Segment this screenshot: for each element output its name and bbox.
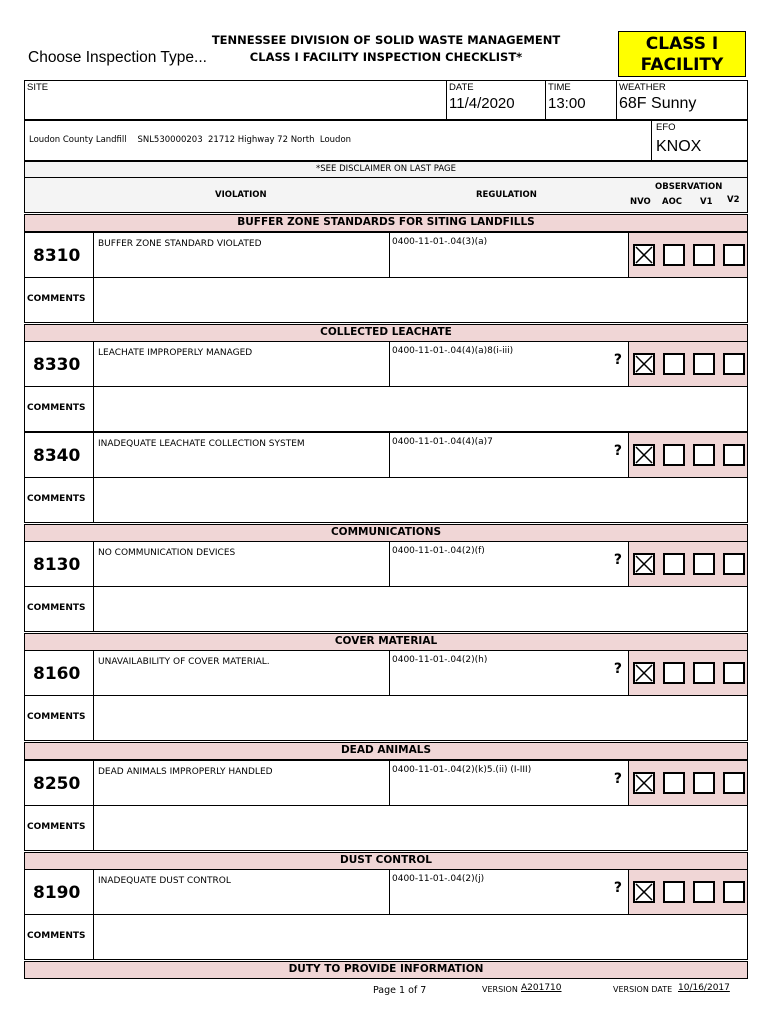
section-header <box>24 214 748 232</box>
check-x-icon <box>635 446 653 464</box>
observation-checkbox-nvo[interactable] <box>633 881 655 903</box>
regulation-text: 0400-11-01-.04(2)(h) <box>392 655 488 665</box>
weather-value: 68F Sunny <box>619 95 697 112</box>
violation-cell <box>93 432 390 478</box>
violation-text: UNAVAILABILITY OF COVER MATERIAL. <box>98 657 270 667</box>
version-date-label: VERSION DATE <box>613 985 673 994</box>
obs-v1: V1 <box>700 197 713 207</box>
regulation-cell <box>389 650 629 696</box>
comments-label: COMMENTS <box>27 294 86 304</box>
col-observation: OBSERVATION <box>655 182 723 192</box>
comments-field[interactable] <box>93 586 748 632</box>
violation-code-cell <box>24 869 94 915</box>
observation-checkbox-v2[interactable] <box>723 662 745 684</box>
class-badge <box>618 31 746 77</box>
observation-checkbox-v2[interactable] <box>723 444 745 466</box>
check-x-icon <box>635 246 653 264</box>
observation-checkbox-aoc[interactable] <box>663 553 685 575</box>
observation-checkbox-v1[interactable] <box>693 244 715 266</box>
check-x-icon <box>635 355 653 373</box>
check-x-icon <box>635 555 653 573</box>
observation-checkbox-aoc[interactable] <box>663 244 685 266</box>
help-question-icon[interactable]: ? <box>613 880 622 896</box>
comments-field[interactable] <box>93 277 748 323</box>
class-badge-line2: FACILITY <box>640 55 724 75</box>
violation-text: BUFFER ZONE STANDARD VIOLATED <box>98 239 262 249</box>
violation-code-cell <box>24 760 94 806</box>
violation-text: DEAD ANIMALS IMPROPERLY HANDLED <box>98 767 273 777</box>
violation-cell <box>93 869 390 915</box>
observation-checkbox-v1[interactable] <box>693 553 715 575</box>
date-field[interactable] <box>446 80 546 120</box>
violation-code-cell <box>24 232 94 278</box>
violation-code-cell <box>24 541 94 587</box>
version-value: A201710 <box>521 983 562 993</box>
observation-checkbox-v1[interactable] <box>693 662 715 684</box>
observation-checkbox-v2[interactable] <box>723 353 745 375</box>
regulation-cell <box>389 869 629 915</box>
observation-checkbox-aoc[interactable] <box>663 881 685 903</box>
regulation-text: 0400-11-01-.04(3)(a) <box>392 237 488 247</box>
form-title-line2: CLASS I FACILITY INSPECTION CHECKLIST* <box>249 50 523 64</box>
help-question-icon[interactable]: ? <box>613 661 622 677</box>
comments-field[interactable] <box>93 477 748 523</box>
observation-checkbox-nvo[interactable] <box>633 353 655 375</box>
violation-cell <box>93 650 390 696</box>
comments-label-cell <box>24 695 94 741</box>
regulation-cell <box>389 341 629 387</box>
violation-code-cell <box>24 341 94 387</box>
efo-value: KNOX <box>656 138 702 155</box>
observation-checkbox-v1[interactable] <box>693 881 715 903</box>
check-x-icon <box>635 883 653 901</box>
disclaimer-text: *SEE DISCLAIMER ON LAST PAGE <box>315 164 457 174</box>
section-title: DUTY TO PROVIDE INFORMATION <box>288 963 484 975</box>
violation-text: LEACHATE IMPROPERLY MANAGED <box>98 348 253 358</box>
inspection-type-select[interactable]: Choose Inspection Type... <box>28 49 207 66</box>
disclaimer-bar <box>24 161 748 178</box>
observation-checkbox-v2[interactable] <box>723 881 745 903</box>
comments-label: COMMENTS <box>27 712 86 722</box>
comments-field[interactable] <box>93 386 748 432</box>
observation-cell <box>628 341 748 387</box>
obs-aoc: AOC <box>662 197 683 207</box>
help-question-icon[interactable]: ? <box>613 771 622 787</box>
observation-checkbox-nvo[interactable] <box>633 553 655 575</box>
facility-info: Loudon County Landfill SNL530000203 21712 Highway 72 North Loudon <box>29 135 352 145</box>
comments-label: COMMENTS <box>27 603 86 613</box>
help-question-icon[interactable]: ? <box>613 352 622 368</box>
violation-code: 8190 <box>33 883 81 903</box>
observation-checkbox-v1[interactable] <box>693 444 715 466</box>
regulation-text: 0400-11-01-.04(4)(a)7 <box>392 437 493 447</box>
observation-checkbox-nvo[interactable] <box>633 772 655 794</box>
section-header <box>24 524 748 542</box>
help-question-icon[interactable]: ? <box>613 443 622 459</box>
time-value: 13:00 <box>548 95 586 112</box>
observation-cell <box>628 650 748 696</box>
comments-label-cell <box>24 477 94 523</box>
observation-checkbox-v2[interactable] <box>723 553 745 575</box>
comments-label-cell <box>24 386 94 432</box>
observation-cell <box>628 760 748 806</box>
observation-cell <box>628 541 748 587</box>
comments-label-cell <box>24 586 94 632</box>
section-header <box>24 742 748 760</box>
regulation-cell <box>389 432 629 478</box>
regulation-text: 0400-11-01-.04(2)(f) <box>392 546 485 556</box>
version-date-value: 10/16/2017 <box>678 983 730 993</box>
col-violation: VIOLATION <box>215 190 267 200</box>
observation-checkbox-nvo[interactable] <box>633 244 655 266</box>
regulation-cell <box>389 232 629 278</box>
table-header <box>24 177 748 213</box>
check-x-icon <box>635 774 653 792</box>
violation-text: NO COMMUNICATION DEVICES <box>98 548 236 558</box>
observation-cell <box>628 432 748 478</box>
form-title-line1: TENNESSEE DIVISION OF SOLID WASTE MANAGEMENT <box>211 33 561 47</box>
section-title: COLLECTED LEACHATE <box>320 326 452 338</box>
violation-cell <box>93 341 390 387</box>
section-title: DEAD ANIMALS <box>340 744 432 756</box>
observation-checkbox-aoc[interactable] <box>663 772 685 794</box>
col-regulation: REGULATION <box>476 190 537 200</box>
page-number: Page 1 of 7 <box>373 985 427 996</box>
version-label: VERSION <box>482 985 518 994</box>
comments-label: COMMENTS <box>27 494 86 504</box>
obs-v2: V2 <box>727 195 740 205</box>
observation-cell <box>628 869 748 915</box>
violation-cell <box>93 760 390 806</box>
observation-checkbox-aoc[interactable] <box>663 353 685 375</box>
weather-label: WEATHER <box>619 82 666 93</box>
help-question-icon[interactable]: ? <box>613 552 622 568</box>
facility-info-field[interactable] <box>24 120 652 161</box>
site-field[interactable] <box>24 80 447 120</box>
efo-field[interactable] <box>651 120 748 161</box>
form-title <box>200 32 572 66</box>
check-x-icon <box>635 664 653 682</box>
violation-code: 8310 <box>33 246 81 266</box>
violation-cell <box>93 541 390 587</box>
comments-field[interactable] <box>93 695 748 741</box>
violation-text: INADEQUATE LEACHATE COLLECTION SYSTEM <box>98 439 305 449</box>
class-badge-line1: CLASS I <box>645 34 719 54</box>
weather-field[interactable] <box>616 80 748 120</box>
section-header <box>24 324 748 342</box>
efo-label: EFO <box>656 122 676 133</box>
violation-code-cell <box>24 432 94 478</box>
observation-checkbox-aoc[interactable] <box>663 444 685 466</box>
section-title: COVER MATERIAL <box>334 635 438 647</box>
observation-checkbox-v2[interactable] <box>723 772 745 794</box>
observation-cell <box>628 232 748 278</box>
comments-label: COMMENTS <box>27 931 86 941</box>
section-title: COMMUNICATIONS <box>330 526 442 538</box>
date-value: 11/4/2020 <box>449 95 515 112</box>
violation-text: INADEQUATE DUST CONTROL <box>98 876 231 886</box>
comments-label-cell <box>24 277 94 323</box>
regulation-text: 0400-11-01-.04(4)(a)8(i-iii) <box>392 346 514 356</box>
violation-code: 8160 <box>33 664 81 684</box>
regulation-cell <box>389 541 629 587</box>
comments-label: COMMENTS <box>27 822 86 832</box>
comments-label-cell <box>24 805 94 851</box>
comments-field[interactable] <box>93 914 748 960</box>
section-title: DUST CONTROL <box>340 854 432 866</box>
obs-nvo: NVO <box>630 197 651 207</box>
observation-checkbox-nvo[interactable] <box>633 444 655 466</box>
observation-checkbox-nvo[interactable] <box>633 662 655 684</box>
observation-checkbox-v1[interactable] <box>693 772 715 794</box>
section-header <box>24 852 748 870</box>
observation-checkbox-v1[interactable] <box>693 353 715 375</box>
comments-label: COMMENTS <box>27 403 86 413</box>
regulation-text: 0400-11-01-.04(2)(j) <box>392 874 485 884</box>
violation-code: 8250 <box>33 774 81 794</box>
regulation-text: 0400-11-01-.04(2)(k)5.(ii) (I-III) <box>392 765 532 775</box>
comments-field[interactable] <box>93 805 748 851</box>
comments-label-cell <box>24 914 94 960</box>
violation-code-cell <box>24 650 94 696</box>
violation-code: 8330 <box>33 355 81 375</box>
violation-code: 8130 <box>33 555 81 575</box>
section-header <box>24 633 748 651</box>
observation-checkbox-aoc[interactable] <box>663 662 685 684</box>
site-label: SITE <box>27 82 49 93</box>
violation-code: 8340 <box>33 446 81 466</box>
observation-checkbox-v2[interactable] <box>723 244 745 266</box>
section-header <box>24 961 748 979</box>
section-title: BUFFER ZONE STANDARDS FOR SITING LANDFILLS <box>237 216 535 228</box>
time-field[interactable] <box>545 80 617 120</box>
date-label: DATE <box>449 82 474 93</box>
time-label: TIME <box>548 82 571 93</box>
violation-cell <box>93 232 390 278</box>
regulation-cell <box>389 760 629 806</box>
